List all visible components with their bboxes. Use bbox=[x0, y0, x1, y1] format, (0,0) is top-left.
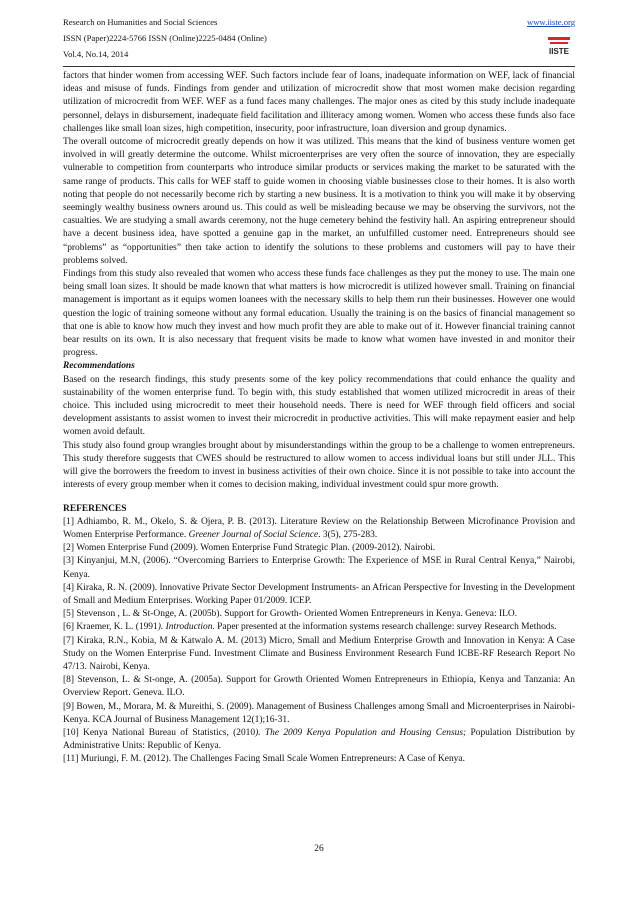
journal-title: Research on Humanities and Social Sciences bbox=[63, 17, 218, 27]
iiste-logo bbox=[545, 36, 573, 56]
references-list bbox=[63, 516, 575, 767]
reference-item: [7] Kiraka, R.N., Kobia, M & Katwalo A. M. (2013) Micro, Small and Medium Enterprise Growth and Innovation in Kenya: A Case Study on the Women Enterprise Fund. Investment Climate and Business Environment Research Fund ICBE-RF Research Report No 47/13. Nairobi, Kenya. bbox=[63, 635, 575, 672]
reference-item: [3] Kinyanjui, M.N, (2006). “Overcoming Barriers to Enterprise Growth: The Experience of MSE in Rural Central Kenya,” Nairobi, Kenya. bbox=[63, 556, 575, 580]
reference-item: [2] Women Enterprise Fund (2009). Women Enterprise Fund Strategic Plan. (2009-2012). Nairobi. bbox=[63, 543, 436, 554]
website-link[interactable]: www.iiste.org bbox=[527, 17, 575, 27]
body-paragraph: The overall outcome of microcredit greatly depends on how it was utilized. This means that the kind of business venture women get involved in will greatly determine the outcome. Whilst microenterprises are very often the source of innovation, they are especially vulnerable to competition from counterparts who introduce similar products or services making the market to be saturated with the same range of products. This calls for WEF staff to guide women in choosing viable businesses close to their homes. It is also worth noting that people do not necessarily become rich by starting a new business. It is a motivation to think you will make it by observing seemingly wealthy business owners around us. This could as well be misleading because we may be observing the survivors, not the casualties. We are studying a small awards ceremony, not the huge cemetery behind the festivity hall. An aspiring entrepreneur should have a decent business idea, have spotted a genuine gap in the market, an unfulfilled customer need. Entrepreneurs should see “problems” as “opportunities” then take action to identify the solutions to these problems and customers will pay to have their problems solved. bbox=[63, 137, 575, 266]
body-paragraph: factors that hinder women from accessing WEF. Such factors include fear of loans, inadequate information on WEF, lack of financial ideas and misuse of funds. Findings from gender and utilization of microcredit show that most women make decision regarding utilization of microcredit from WEF. WEF as a fund faces many challenges. The major ones as cited by this study include inadequate personnel, delays in disbursement, inadequate field facilitation and illiteracy among women. Women who access these funds also face challenges like small loan sizes, high competition, insecurity, poor infrastructure, loan diversion and group dynamics. bbox=[63, 71, 575, 134]
page-number: 26 bbox=[314, 844, 324, 854]
recommendations-heading: Recommendations bbox=[63, 361, 135, 372]
journal-issn: ISSN (Paper)2224-5766 ISSN (Online)2225-0484 (Online) bbox=[63, 33, 267, 43]
reference-item: [6] Kraemer, K. L. (1991). Introduction. Paper presented at the information systems research challenge: survey Research Methods. bbox=[63, 622, 557, 633]
journal-volume: Vol.4, No.14, 2014 bbox=[63, 49, 129, 59]
reference-item: [1] Adhiambo, R. M., Okelo, S. & Ojera, P. B. (2013). Literature Review on the Relationship Between Microfinance Provision and Women Enterprise Performance. Greener Journal of Social Science. 3(5), 275-283. bbox=[63, 516, 575, 540]
reference-item: [9] Bowen, M., Morara, M. & Mureithi, S. (2009). Management of Business Challenges among Small and Microenterprises in Nairobi-Kenya. KCA Journal of Business Management 12(1);16-31. bbox=[63, 701, 575, 725]
reference-item: [8] Stevenson, L. & St-onge, A. (2005a). Support for Growth Oriented Women Entrepreneurs in Ethiopia, Kenya and Tanzania: An Overview Report. Geneva. ILO. bbox=[63, 675, 575, 699]
recommendation-paragraph: This study also found group wrangles brought about by misunderstandings within the group to be a challenge to women entrepreneurs. This study therefore suggests that CWES should be restructured to allow women to access individual loans but still under JLL. This will give the borrowers the freedom to invest in business activities of their own choice. Since it is not possible to take into account the interests of every group member when it comes to decision making, individual investment could spur more growth. bbox=[63, 440, 575, 491]
reference-item: [5] Stevenson , L. & St-Onge, A. (2005b). Support for Growth- Oriented Women Entrepreneurs in Kenya. Geneva: ILO. bbox=[63, 609, 518, 620]
article-body bbox=[63, 70, 575, 767]
recommendation-paragraph: Based on the research findings, this study presents some of the key policy recommendations that could enhance the quality and sustainability of the women enterprise fund. To begin with, this study established that women utilized microcredit in areas of their choice. This included using microcredit to meet their household needs. There is need for WEF through field officers and social development assistants to assist women to invest their microcredit in productive activities. This will make repayment easier and help women avoid default. bbox=[63, 374, 575, 438]
references-heading: REFERENCES bbox=[63, 503, 127, 514]
logo-text: IISTE bbox=[548, 47, 570, 56]
journal-header bbox=[63, 14, 575, 62]
reference-item: [11] Muriungi, F. M. (2012). The Challenges Facing Small Scale Women Entrepreneurs: A Case of Kenya. bbox=[63, 754, 465, 765]
reference-item: [10] Kenya National Bureau of Statistics, (2010). The 2009 Kenya Population and Housing Census; Population Distribution by Administrative Units: Republic of Kenya. bbox=[63, 727, 575, 752]
reference-item: [4] Kiraka, R. N. (2009). Innovative Private Sector Development Instruments- an African Perspective for Investing in the Development of Small and Medium Enterprises. Working Paper 01/2009. ICEP. bbox=[63, 582, 575, 606]
body-paragraph: Findings from this study also revealed that women who access these funds face challenges as they put the money to use. The main one being small loan sizes. It should be made known that what matters is how microcredit is utilized however small. Training on financial management is important as it equips women loanees with the necessary skills to help them run their businesses. However one would question the logic of training someone without any formal education. Usually the training is on the basics of financial management so that one is able to know how much they invest and how much profit they are able to make out of it. However financial training cannot bear results on its own. It is also necessary that frequent visits be made to know what women have invested in and monitor their progress. bbox=[63, 269, 575, 359]
header-divider bbox=[63, 66, 575, 67]
